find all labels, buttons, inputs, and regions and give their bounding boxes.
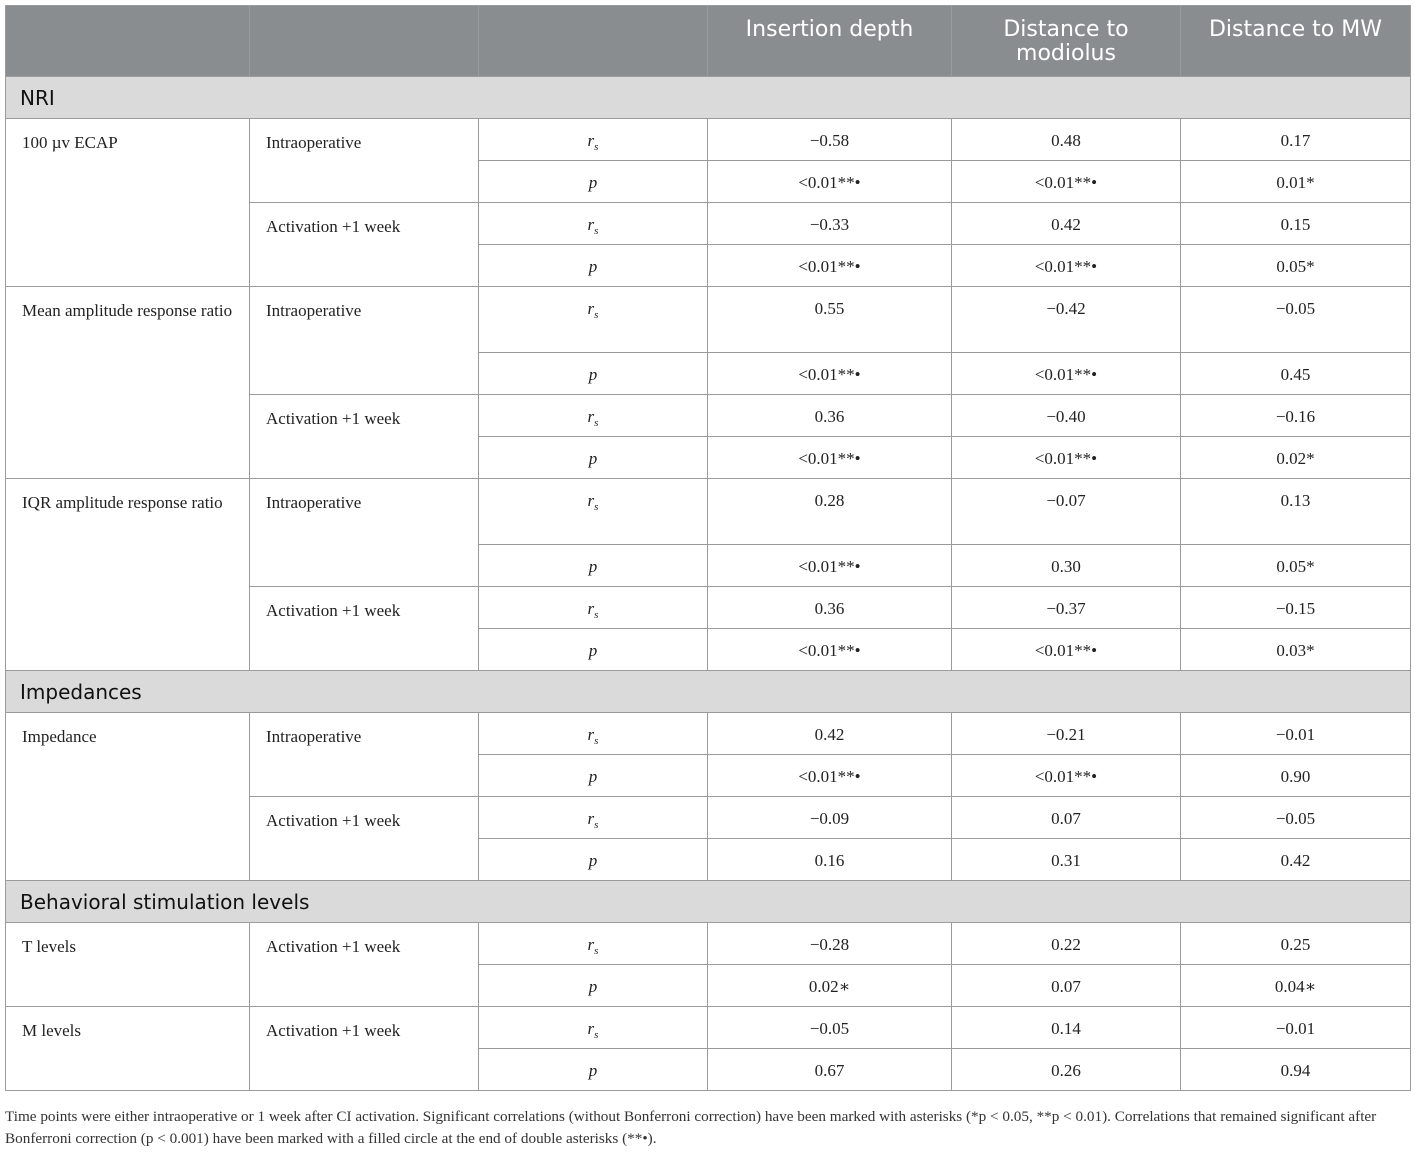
stat-label-p: p: [479, 161, 708, 203]
p-value-cell: 0.42: [1181, 839, 1411, 881]
p-value-cell: <0.01**•: [952, 353, 1181, 395]
rs-value-cell: 0.55: [708, 287, 952, 353]
rs-value-cell: −0.28: [708, 923, 952, 965]
table-footnote: Time points were either intraoperative or 1 week after CI activation. Significant correlations (without Bonferroni correction) have been marked with asterisks (*p < 0.05, **p < 0.01). Correlations that remained significant after Bonferroni correction (p < 0.001) have been marked with a filled circle at the end of double asterisks (**•).: [5, 1108, 1377, 1147]
p-value-cell: <0.01**•: [952, 629, 1181, 671]
section-title: Behavioral stimulation levels: [6, 881, 1411, 923]
rs-value-cell: −0.01: [1181, 1007, 1411, 1049]
p-value-cell: <0.01**•: [952, 755, 1181, 797]
header-cell: [250, 6, 479, 77]
stat-label-rs: [479, 203, 708, 245]
timepoint-label: Activation +1 week: [250, 395, 479, 479]
measure-label: 100 µv ECAP: [6, 119, 250, 287]
p-value-cell: 0.05*: [1181, 245, 1411, 287]
stat-subscript: s: [594, 501, 599, 513]
table-row: [6, 923, 1411, 965]
stat-subscript: s: [594, 1029, 599, 1041]
stat-subscript: s: [594, 417, 599, 429]
timepoint-label: Activation +1 week: [250, 203, 479, 287]
p-value-cell: 0.67: [708, 1049, 952, 1091]
p-value-cell: <0.01**•: [708, 353, 952, 395]
header-cell: [6, 6, 250, 77]
p-value-cell: <0.01**•: [708, 755, 952, 797]
p-value-cell: 0.01*: [1181, 161, 1411, 203]
section-header-row: [6, 881, 1411, 923]
p-value-cell: 0.26: [952, 1049, 1181, 1091]
header-cell: [479, 6, 708, 77]
timepoint-label: Activation +1 week: [250, 923, 479, 1007]
p-value-cell: 0.07: [952, 965, 1181, 1007]
header-distance-to-mw: Distance to MW: [1181, 6, 1411, 77]
stat-symbol: r: [587, 491, 595, 510]
timepoint-label: Activation +1 week: [250, 587, 479, 671]
p-value-cell: <0.01**•: [952, 245, 1181, 287]
header-insertion-depth: Insertion depth: [708, 6, 952, 77]
stat-label-p: p: [479, 437, 708, 479]
stat-subscript: s: [594, 225, 599, 237]
p-value-cell: 0.02*: [1181, 437, 1411, 479]
measure-label: Mean amplitude response ratio: [6, 287, 250, 479]
timepoint-label: Intraoperative: [250, 119, 479, 203]
stat-label-p: p: [479, 839, 708, 881]
stat-label-p: p: [479, 353, 708, 395]
rs-value-cell: 0.36: [708, 395, 952, 437]
rs-value-cell: 0.48: [952, 119, 1181, 161]
section-title: NRI: [6, 77, 1411, 119]
measure-label: M levels: [6, 1007, 250, 1091]
rs-value-cell: −0.09: [708, 797, 952, 839]
p-value-cell: 0.94: [1181, 1049, 1411, 1091]
header-distance-to-modiolus: Distance to modiolus: [952, 6, 1181, 77]
rs-value-cell: −0.42: [952, 287, 1181, 353]
rs-value-cell: −0.05: [708, 1007, 952, 1049]
rs-value-cell: 0.15: [1181, 203, 1411, 245]
rs-value-cell: −0.07: [952, 479, 1181, 545]
section-header-row: [6, 671, 1411, 713]
correlation-table: [5, 5, 1411, 1091]
rs-value-cell: −0.40: [952, 395, 1181, 437]
stat-subscript: s: [594, 735, 599, 747]
rs-value-cell: 0.17: [1181, 119, 1411, 161]
p-value-cell: <0.01**•: [708, 437, 952, 479]
p-value-cell: 0.90: [1181, 755, 1411, 797]
stat-subscript: s: [594, 945, 599, 957]
p-value-cell: 0.03*: [1181, 629, 1411, 671]
rs-value-cell: −0.16: [1181, 395, 1411, 437]
stat-subscript: s: [594, 141, 599, 153]
timepoint-label: Intraoperative: [250, 713, 479, 797]
stat-subscript: s: [594, 609, 599, 621]
stat-symbol: r: [587, 299, 595, 318]
stat-symbol: r: [587, 725, 595, 744]
p-value-cell: <0.01**•: [708, 629, 952, 671]
stat-label-p: p: [479, 245, 708, 287]
stat-label-rs: [479, 479, 708, 545]
table-row: [6, 713, 1411, 755]
stat-symbol: r: [587, 131, 595, 150]
p-value-cell: 0.05*: [1181, 545, 1411, 587]
timepoint-label: Intraoperative: [250, 287, 479, 395]
stat-label-p: p: [479, 965, 708, 1007]
rs-value-cell: 0.42: [708, 713, 952, 755]
p-value-cell: 0.16: [708, 839, 952, 881]
stat-label-p: p: [479, 1049, 708, 1091]
stat-symbol: r: [587, 935, 595, 954]
table-row: [6, 479, 1411, 545]
rs-value-cell: 0.22: [952, 923, 1181, 965]
p-value-cell: 0.02∗: [708, 965, 952, 1007]
stat-symbol: r: [587, 809, 595, 828]
stat-symbol: r: [587, 215, 595, 234]
rs-value-cell: −0.33: [708, 203, 952, 245]
stat-label-rs: [479, 1007, 708, 1049]
rs-value-cell: 0.28: [708, 479, 952, 545]
rs-value-cell: 0.07: [952, 797, 1181, 839]
p-value-cell: <0.01**•: [952, 161, 1181, 203]
rs-value-cell: 0.25: [1181, 923, 1411, 965]
rs-value-cell: −0.05: [1181, 797, 1411, 839]
stat-subscript: s: [594, 819, 599, 831]
stat-symbol: r: [587, 407, 595, 426]
stat-label-p: p: [479, 755, 708, 797]
measure-label: T levels: [6, 923, 250, 1007]
table-row: [6, 1007, 1411, 1049]
rs-value-cell: 0.13: [1181, 479, 1411, 545]
stat-label-rs: [479, 119, 708, 161]
measure-label: Impedance: [6, 713, 250, 881]
rs-value-cell: −0.58: [708, 119, 952, 161]
rs-value-cell: 0.14: [952, 1007, 1181, 1049]
section-header-row: [6, 77, 1411, 119]
rs-value-cell: −0.01: [1181, 713, 1411, 755]
stat-label-rs: [479, 587, 708, 629]
rs-value-cell: −0.37: [952, 587, 1181, 629]
table-row: [6, 287, 1411, 353]
p-value-cell: 0.04∗: [1181, 965, 1411, 1007]
rs-value-cell: −0.05: [1181, 287, 1411, 353]
stat-label-p: p: [479, 545, 708, 587]
timepoint-label: Activation +1 week: [250, 1007, 479, 1091]
stat-label-rs: [479, 713, 708, 755]
timepoint-label: Activation +1 week: [250, 797, 479, 881]
stat-label-rs: [479, 287, 708, 353]
stat-label-rs: [479, 797, 708, 839]
p-value-cell: <0.01**•: [708, 245, 952, 287]
rs-value-cell: −0.21: [952, 713, 1181, 755]
rs-value-cell: 0.36: [708, 587, 952, 629]
p-value-cell: <0.01**•: [952, 437, 1181, 479]
rs-value-cell: −0.15: [1181, 587, 1411, 629]
stat-label-rs: [479, 923, 708, 965]
p-value-cell: 0.45: [1181, 353, 1411, 395]
timepoint-label: Intraoperative: [250, 479, 479, 587]
table-body: [6, 77, 1411, 1091]
rs-value-cell: 0.42: [952, 203, 1181, 245]
stat-label-p: p: [479, 629, 708, 671]
section-title: Impedances: [6, 671, 1411, 713]
stat-symbol: r: [587, 599, 595, 618]
measure-label: IQR amplitude response ratio: [6, 479, 250, 671]
stat-symbol: r: [587, 1019, 595, 1038]
p-value-cell: <0.01**•: [708, 161, 952, 203]
p-value-cell: 0.31: [952, 839, 1181, 881]
p-value-cell: <0.01**•: [708, 545, 952, 587]
p-value-cell: 0.30: [952, 545, 1181, 587]
table-row: [6, 119, 1411, 161]
stat-subscript: s: [594, 309, 599, 321]
header-row: [6, 6, 1411, 77]
stat-label-rs: [479, 395, 708, 437]
